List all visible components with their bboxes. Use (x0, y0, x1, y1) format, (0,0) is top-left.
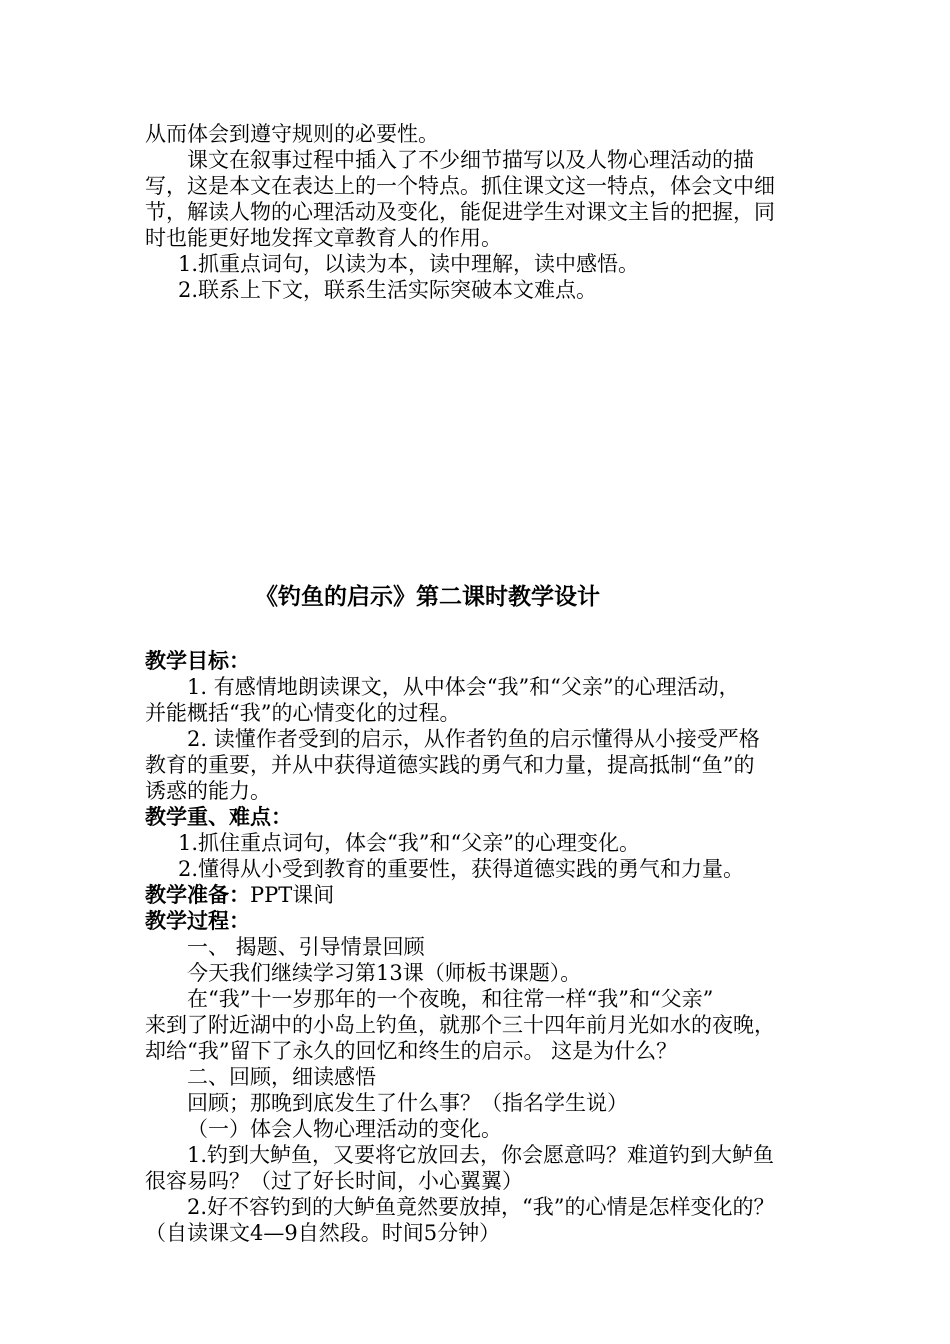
preparation-line (145, 882, 775, 908)
objective-line: 并能概括“我”的心情变化的过程。 (145, 701, 461, 725)
paragraph-line: 时也能更好地发挥文章教育人的作用。 (145, 226, 502, 250)
process-line: 二、回顾，细读感悟 (187, 1065, 376, 1089)
process-line: 来到了附近湖中的小岛上钓鱼，就那个三十四年前月光如水的夜晚， (145, 1013, 775, 1037)
lesson-plan-body (145, 648, 775, 1246)
objective-line: 1. 有感情地朗读课文，从中体会“我”和“父亲”的心理活动， (187, 675, 740, 699)
objective-line: 诱惑的能力。 (145, 779, 271, 803)
list-item: 2.联系上下文，联系生活实际突破本文难点。 (178, 278, 598, 302)
key-point-line: 2.懂得从小受到教育的重要性，获得道德实践的勇气和力量。 (178, 857, 745, 881)
preparation-value: PPT课间 (250, 883, 335, 907)
key-points-heading: 教学重、难点： (145, 805, 292, 829)
process-line: （一）体会人物心理活动的变化。 (187, 1117, 502, 1141)
process-line: 回顾；那晚到底发生了什么事？（指名学生说） (187, 1091, 628, 1115)
paragraph-line: 节，解读人物的心理活动及变化，能促进学生对课文主旨的把握，同 (145, 200, 775, 224)
process-line: 却给“我”留下了永久的回忆和终生的启示。 这是为什么？ (145, 1039, 678, 1063)
process-heading: 教学过程： (145, 909, 250, 933)
objective-line: 2. 读懂作者受到的启示，从作者钓鱼的启示懂得从小接受严格 (187, 727, 760, 751)
process-line: 今天我们继续学习第13课（师板书课题）。 (187, 961, 582, 985)
list-item: 1.抓重点词句，以读为本，读中理解，读中感悟。 (178, 252, 640, 276)
paragraph-line: 写，这是本文在表达上的一个特点。抓住课文这一特点，体会文中细 (145, 174, 775, 198)
preparation-label: 教学准备： (145, 883, 250, 907)
previous-section-text (145, 121, 775, 303)
paragraph-line: 课文在叙事过程中插入了不少细节描写以及人物心理活动的描 (187, 148, 754, 172)
process-line: （自读课文4—9自然段。时间5分钟） (145, 1221, 501, 1245)
objectives-heading: 教学目标： (145, 649, 250, 673)
process-line: 一、 揭题、引导情景回顾 (187, 935, 425, 959)
process-line: 1.钓到大鲈鱼，又要将它放回去，你会愿意吗？难道钓到大鲈鱼 (187, 1143, 775, 1167)
document-title: 《钓鱼的启示》第二课时教学设计 (255, 584, 600, 610)
process-line: 在“我”十一岁那年的一个夜晚，和往常一样“我”和“父亲” (187, 987, 714, 1011)
process-line: 2.好不容钓到的大鲈鱼竟然要放掉，“我”的心情是怎样变化的？ (187, 1195, 775, 1219)
paragraph-line: 从而体会到遵守规则的必要性。 (145, 122, 439, 146)
process-line: 很容易吗？（过了好长时间，小心翼翼） (145, 1169, 523, 1193)
objective-line: 教育的重要，并从中获得道德实践的勇气和力量，提高抵制“鱼”的 (145, 753, 755, 777)
key-point-line: 1.抓住重点词句，体会“我”和“父亲”的心理变化。 (178, 831, 640, 855)
